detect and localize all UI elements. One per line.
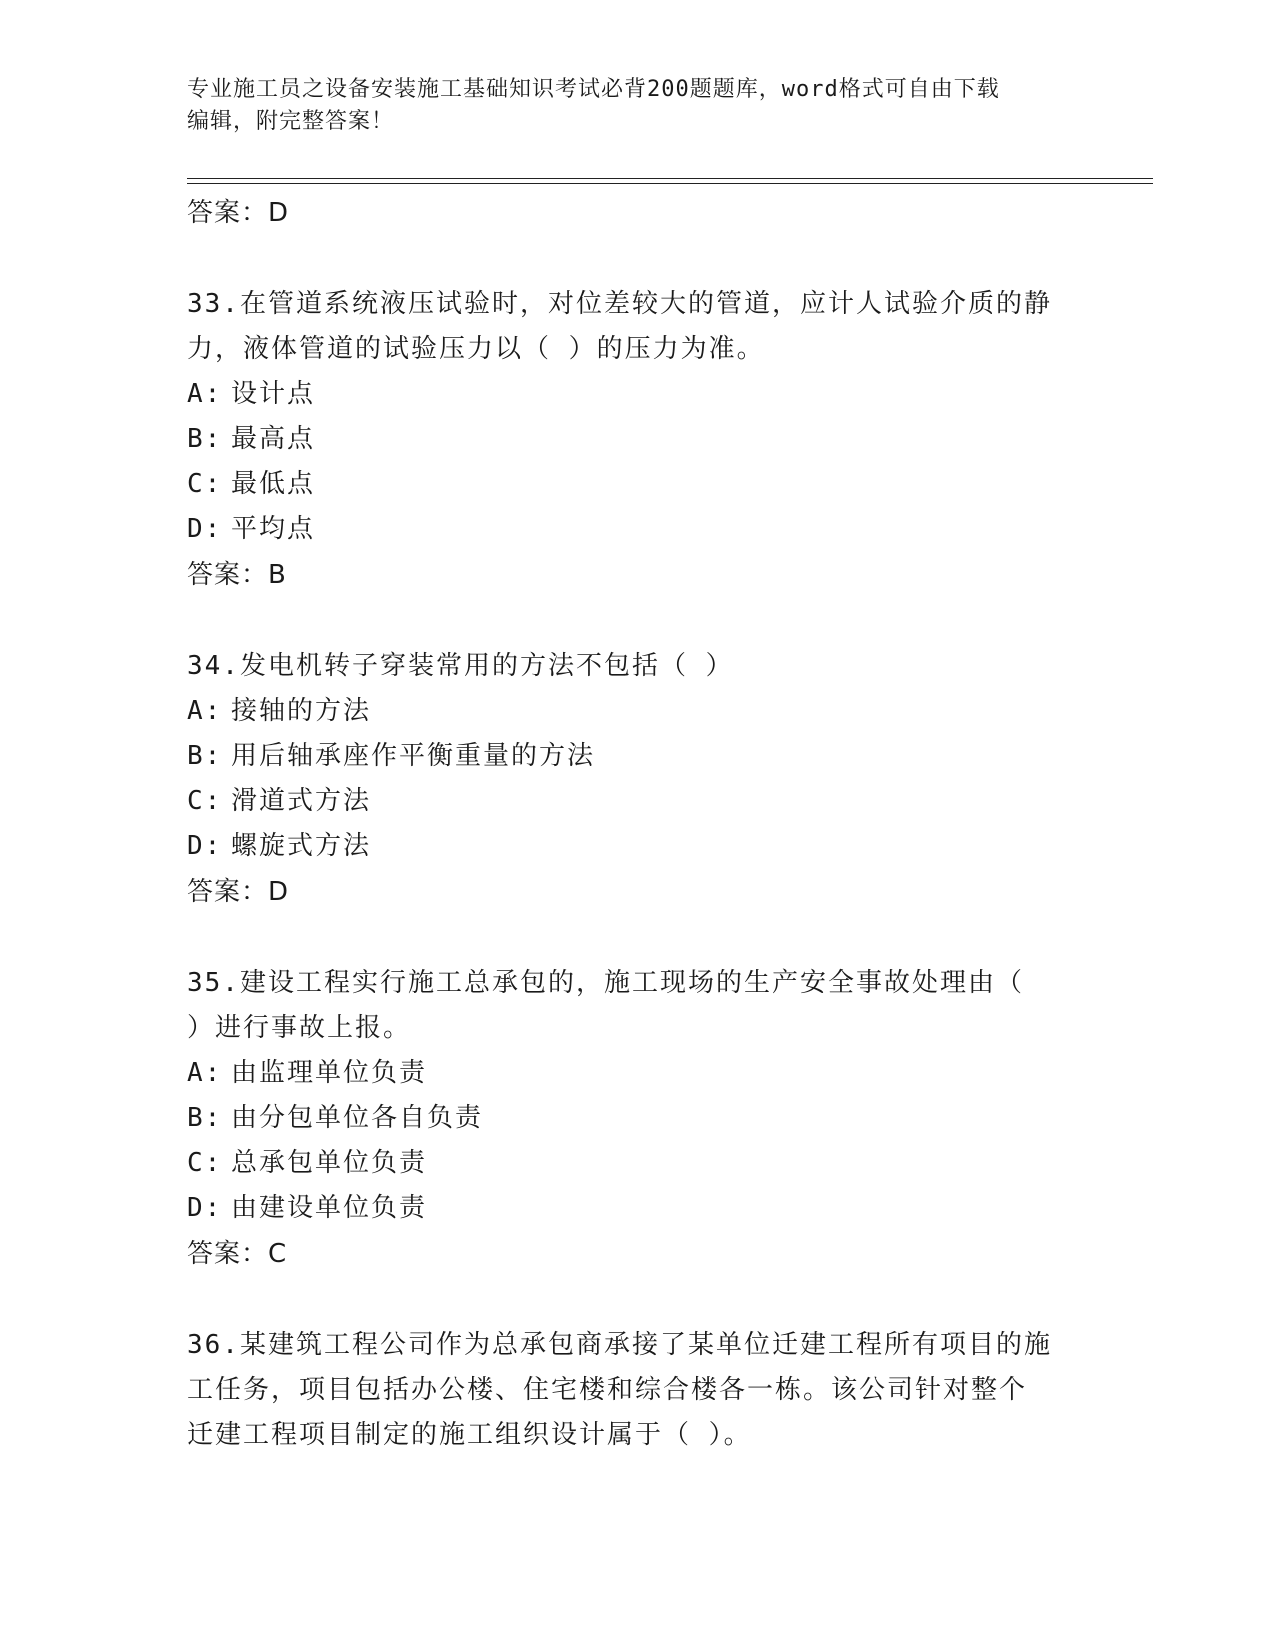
option-letter: B: [187,741,223,771]
option-letter: A: [187,1058,223,1088]
option-d [187,1186,1087,1231]
option-letter: B: [187,1103,223,1133]
option-d [187,507,1087,552]
option-letter: D: [187,831,223,861]
question-36 [187,1323,1087,1458]
question-stem-line: 34.发电机转子穿装常用的方法不包括（ ） [187,651,734,681]
answer-line: 答案：D [187,877,290,907]
question-stem-line: 33.在管道系统液压试验时，对位差较大的管道，应计人试验介质的静 [187,289,1052,319]
answer-line: 答案：B [187,560,287,590]
header-divider-top [187,178,1153,179]
answer-line: 答案：C [187,1239,288,1269]
question-stem-line: 力，液体管道的试验压力以（ ）的压力为准。 [187,334,765,364]
document-header [187,74,1067,138]
option-d [187,824,1087,869]
option-text: 滑道式方法 [231,786,372,816]
question-stem-line: 35.建设工程实行施工总承包的，施工现场的生产安全事故处理由（ [187,968,1024,998]
question-stem-line: 工任务，项目包括办公楼、住宅楼和综合楼各一栋。该公司针对整个 [187,1375,1028,1405]
option-text: 由分包单位各自负责 [231,1103,484,1133]
option-text: 设计点 [231,379,316,409]
option-a [187,372,1087,417]
question-stem-line: 迁建工程项目制定的施工组织设计属于（ ）。 [187,1420,752,1450]
option-text: 最高点 [231,424,316,454]
option-letter: C: [187,469,223,499]
option-letter: A: [187,696,223,726]
option-b [187,734,1087,779]
option-c [187,779,1087,824]
option-text: 用后轴承座作平衡重量的方法 [231,741,596,771]
option-text: 由监理单位负责 [231,1058,428,1088]
question-33 [187,282,1087,598]
option-letter: B: [187,424,223,454]
option-c [187,462,1087,507]
option-letter: A: [187,379,223,409]
option-text: 由建设单位负责 [231,1193,428,1223]
option-text: 最低点 [231,469,316,499]
option-letter: C: [187,786,223,816]
option-letter: D: [187,1193,223,1223]
question-stem-line: ）进行事故上报。 [187,1013,412,1043]
option-b [187,417,1087,462]
question-content [187,190,1087,1458]
option-a [187,689,1087,734]
header-line-1: 专业施工员之设备安装施工基础知识考试必背200题题库，word格式可自由下载 [187,77,1000,102]
option-text: 螺旋式方法 [231,831,372,861]
option-a [187,1051,1087,1096]
option-text: 平均点 [231,514,316,544]
option-letter: D: [187,514,223,544]
header-line-2: 编辑，附完整答案！ [187,109,395,134]
option-text: 总承包单位负责 [231,1148,428,1178]
header-divider-bottom [187,183,1153,184]
option-letter: C: [187,1148,223,1178]
question-34 [187,644,1087,915]
option-text: 接轴的方法 [231,696,372,726]
option-b [187,1096,1087,1141]
previous-answer: 答案：D [187,198,290,228]
question-35 [187,961,1087,1277]
question-stem-line: 36.某建筑工程公司作为总承包商承接了某单位迁建工程所有项目的施 [187,1330,1052,1360]
option-c [187,1141,1087,1186]
